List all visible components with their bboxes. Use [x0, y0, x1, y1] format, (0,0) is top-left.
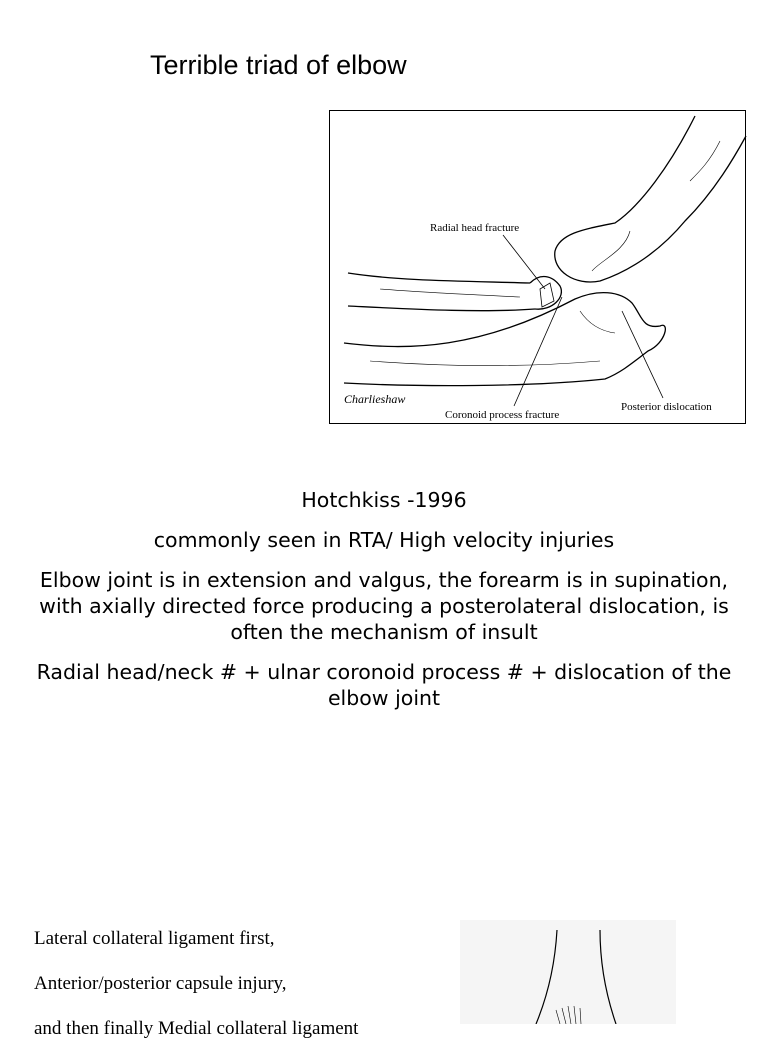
ligament-sequence-notes: [34, 927, 454, 1062]
slide-title: Terrible triad of elbow: [150, 50, 407, 80]
note-item: Anterior/posterior capsule injury,: [34, 973, 287, 994]
elbow-sketch: [330, 111, 747, 425]
label-coronoid-process-fracture: Coronoid process fracture: [445, 409, 560, 421]
note-item: Lateral collateral ligament first,: [34, 928, 275, 949]
bone-sketch: [460, 920, 676, 1024]
note-item: and then finally Medial collateral ligament: [34, 1018, 359, 1039]
artist-signature: Charlieshaw: [344, 392, 406, 406]
context-text: commonly seen in RTA/ High velocity injuries: [153, 528, 615, 552]
label-posterior-dislocation: Posterior dislocation: [621, 401, 712, 413]
bone-sketch-drawing: [460, 920, 676, 1024]
mechanism-text: Elbow joint is in extension and valgus, the forearm is in supination, with axially directed force producing a posterolateral dislocation, is often the mechanism of insult: [39, 568, 729, 644]
label-radial-head-fracture: Radial head fracture: [430, 222, 520, 234]
citation-text: Hotchkiss -1996: [301, 488, 467, 512]
components-text: Radial head/neck # + ulnar coronoid process # + dislocation of the elbow joint: [36, 660, 732, 710]
elbow-diagram: [329, 110, 746, 424]
